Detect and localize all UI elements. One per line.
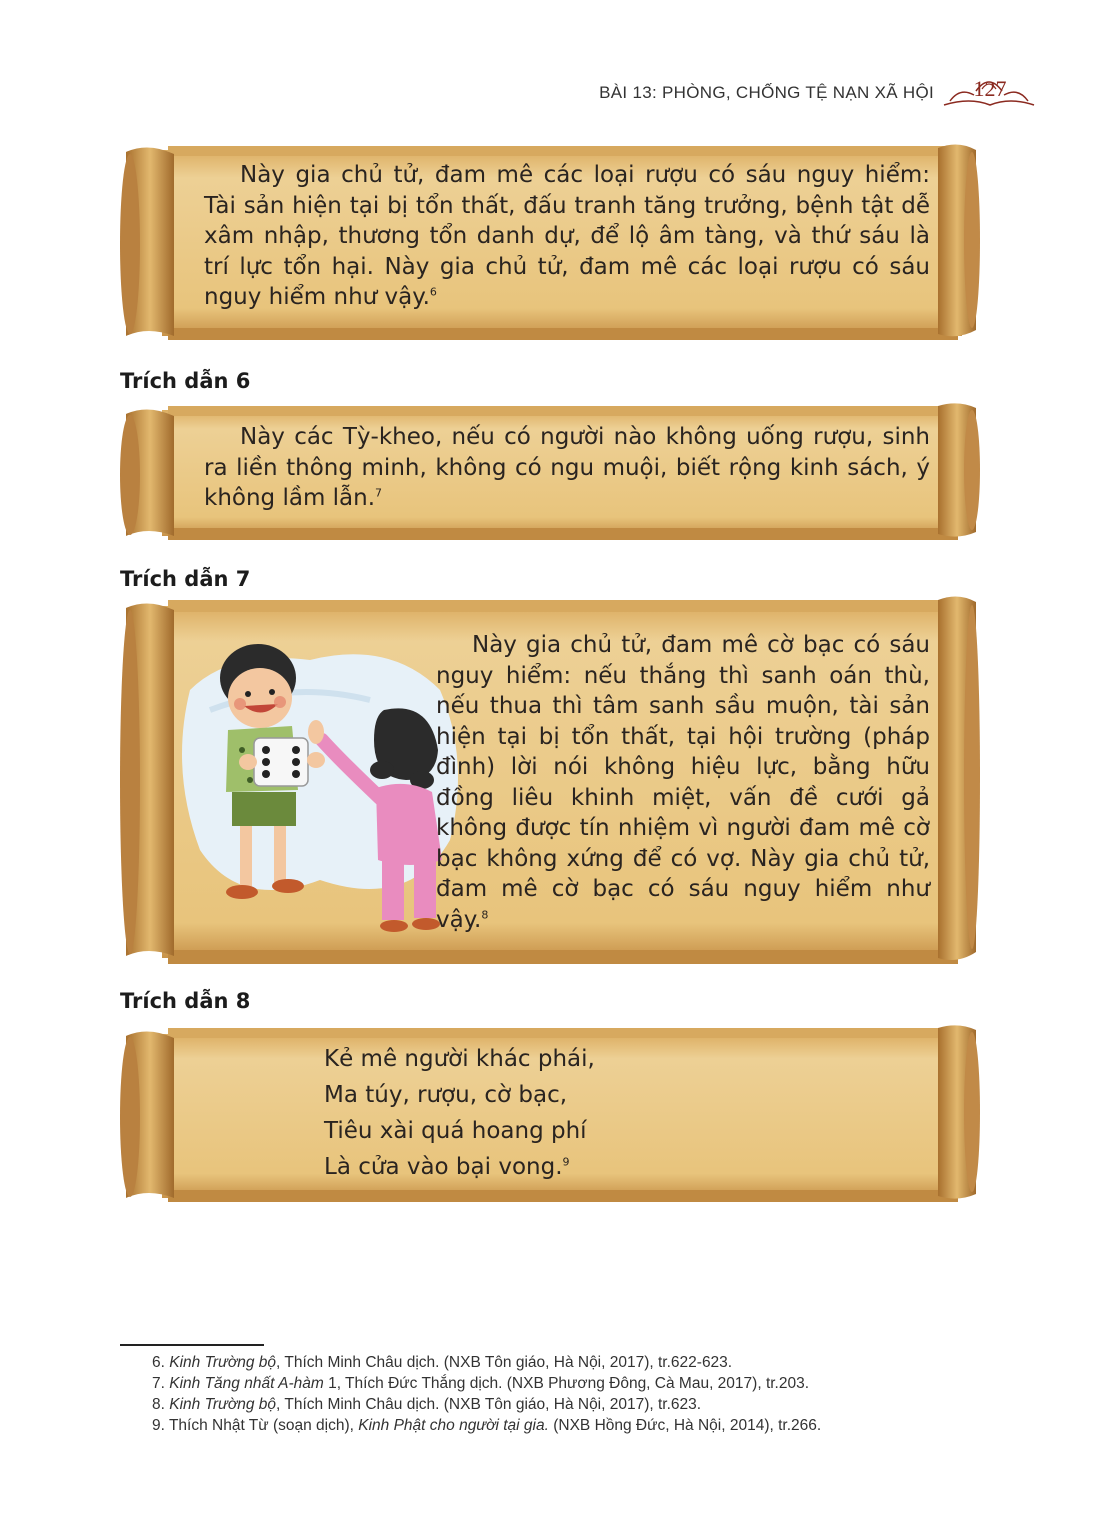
poem-line-2: Ma túy, rượu, cờ bạc, [324, 1082, 568, 1108]
page-header [599, 78, 1036, 108]
heading-trich-dan-6: Trích dẫn 6 [120, 369, 251, 393]
poem-line-4: Là cửa vào bại vong.$^9$ [324, 1154, 570, 1180]
footnote-9: 9. Thích Nhật Từ (soạn dịch), Kinh Phật cho người tại gia. (NXB Hồng Đức, Hà Nội, 2014), tr.266. [152, 1417, 822, 1434]
footnote-ref-8: 8 [481, 907, 489, 921]
page-number-badge [940, 71, 1036, 115]
chapter-title: BÀI 13: PHÒNG, CHỐNG TỆ NẠN XÃ HỘI [599, 83, 934, 102]
footnote-ref-6: 6 [429, 285, 437, 299]
quote-6-text: Này các Tỳ-kheo, nếu có người nào không uống rượu, sinh ra liền thông minh, không có ngu muội, biết rộng kinh sách, ý không lầm lẫn.$^7$ [204, 424, 930, 511]
heading-trich-dan-8: Trích dẫn 8 [120, 989, 251, 1013]
quote-scroll-5 [118, 140, 980, 345]
footnote-8: 8. Kinh Trường bộ, Thích Minh Châu dịch. (NXB Tôn giáo, Hà Nội, 2017), tr.623. [152, 1396, 702, 1413]
quote-scroll-8 [118, 1022, 980, 1207]
children-dice-illustration [170, 620, 470, 950]
footnote-6: 6. Kinh Trường bộ, Thích Minh Châu dịch. (NXB Tôn giáo, Hà Nội, 2017), tr.622-623. [152, 1354, 733, 1371]
footnote-ref-7: 7 [375, 486, 383, 500]
heading-trich-dan-7: Trích dẫn 7 [120, 567, 251, 591]
quote-7-text: Này gia chủ tử, đam mê cờ bạc có sáu nguy hiểm: nếu thắng thì sanh oán thù, nếu thua thì tâm sanh sầu muộn, tài sản hiện tại bị tổn thất, tại hội trường (pháp đình) lời nói không hiệu lực, bằng hữu đồng liêu khinh miệt, vấn đề cưới gả không được tín nhiệm vì người đam mê cờ bạc không xứng để có vợ. Này gia chủ tử, đam mê cờ bạc có sáu nguy hiểm như vậy.$^8$ [436, 632, 930, 933]
quote-scroll-6 [118, 400, 980, 545]
quote-5-text: Này gia chủ tử, đam mê các loại rượu có sáu nguy hiểm: Tài sản hiện tại bị tổn thất, đấu tranh tăng trưởng, bệnh tật dễ xâm nhập, thương tổn danh dự, để lộ âm tàng, và thứ sáu là trí lực tổn hại. Này gia chủ tử, đam mê các loại rượu có sáu nguy hiểm như vậy.$^6$ [204, 162, 930, 310]
poem-line-1: Kẻ mê người khác phái, [324, 1046, 595, 1072]
footnotes [152, 1352, 1012, 1436]
quote-8-poem [324, 1044, 824, 1188]
footnote-ref-9: 9 [562, 1155, 570, 1169]
quote-scroll-7 [118, 592, 980, 972]
footnote-divider [120, 1344, 264, 1346]
footnote-7: 7. Kinh Tăng nhất A-hàm 1, Thích Đức Thắng dịch. (NXB Phương Đông, Cà Mau, 2017), tr.203. [152, 1375, 810, 1392]
page-number: 127 [973, 76, 1007, 101]
poem-line-3: Tiêu xài quá hoang phí [324, 1118, 587, 1144]
